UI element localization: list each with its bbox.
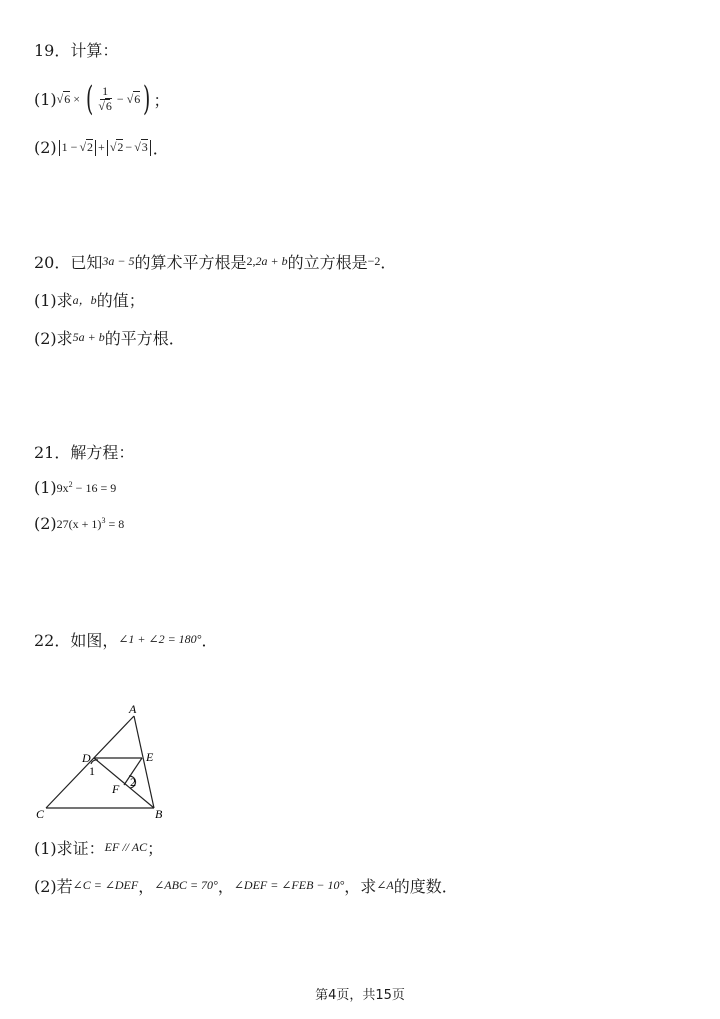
- point-B-label: B: [155, 807, 163, 821]
- q20-val2: −2: [367, 254, 381, 268]
- q20-expr1: 3a − 5: [102, 254, 135, 268]
- q22-p2-s2: ，: [217, 877, 234, 896]
- q19-p2-one: 1 −: [61, 140, 78, 154]
- q21-p1-expr-b: − 16 = 9: [72, 480, 117, 495]
- q21-p2-sup: 3: [101, 515, 106, 525]
- q19-p1-sqrt6: 6: [64, 91, 71, 106]
- q22-p2-c1: ∠C = ∠DEF: [72, 878, 139, 892]
- q21-p1-sup: 2: [68, 479, 73, 489]
- q19-p1-end: ；: [153, 90, 170, 110]
- point-A-label: A: [129, 702, 137, 716]
- q20-sep: ,: [252, 254, 256, 268]
- point-F-label: F: [112, 782, 120, 796]
- q22-part1: [34, 836, 163, 859]
- q19-part1: (1) √6 × ( $\frac{1}{√6}$ − √6 ) ；: [34, 79, 170, 119]
- q19-p2-sqrt2a: 2: [87, 140, 94, 154]
- q20-title-end: ．: [380, 253, 397, 272]
- q20-p1-end: 的值；: [96, 291, 145, 310]
- q22-title-end: ．: [201, 631, 218, 650]
- q19-title-text: 19．计算：: [34, 41, 119, 60]
- q20-expr2: 2a + b: [255, 254, 288, 268]
- q22-p2-c2: ∠ABC = 70°: [154, 878, 218, 892]
- q20-p1-label: (1)求: [34, 291, 73, 310]
- q21-title-text: 21．解方程：: [34, 443, 135, 462]
- q19-part2: (2) 1 − √2 + √2 − √3 ．: [34, 138, 169, 158]
- q20-title-b: 的算术平方根是: [134, 253, 247, 272]
- q22-p2-s1: ，: [138, 877, 155, 896]
- q19-p2-plus: +: [98, 140, 105, 154]
- q22-title-a: 22．如图，: [34, 631, 119, 650]
- q20-title-a: 20．已知: [34, 253, 103, 272]
- q22-p2-c4: ∠A: [376, 878, 394, 892]
- q20-val1: 2: [246, 254, 253, 268]
- q19-p1-fraction: $\frac{1}{√6}$: [98, 84, 112, 113]
- q20-p2-label: (2)求: [34, 329, 73, 348]
- q19-p2-minus: −: [125, 140, 133, 154]
- q20-p1-vars: a，b: [72, 293, 97, 307]
- q19-p2-end: ．: [152, 139, 169, 158]
- q19-p1-sqrt6b: 6: [134, 91, 141, 106]
- q20-p2-expr: 5a + b: [72, 330, 105, 344]
- q21-p1-expr-a: 9x: [56, 480, 69, 495]
- q22-p1-end: ；: [147, 839, 164, 858]
- page-footer: 第4页，共15页: [315, 988, 405, 1003]
- q19-p1-label: (1): [34, 89, 57, 109]
- q19-p1-minus: −: [116, 91, 124, 106]
- q21-p2-label: (2): [34, 514, 57, 533]
- q21-p2-expr-b: = 8: [105, 516, 125, 531]
- angle-2-label: 2: [130, 775, 136, 789]
- q22-p1-expr: EF // AC: [104, 840, 148, 854]
- q19-p2-sqrt2b: 2: [117, 140, 124, 154]
- point-C-label: C: [36, 807, 45, 821]
- q22-part2: [34, 874, 458, 897]
- q22-cond: ∠1 + ∠2 = 180°: [118, 632, 202, 646]
- q19-p1-frac-den: 6: [105, 98, 112, 113]
- q19-p2-sqrt3: 3: [141, 140, 148, 154]
- q19-p1-frac-num: 1: [102, 84, 109, 99]
- q22-p1-label: (1)求证：: [34, 839, 105, 858]
- point-D-label: D: [82, 751, 91, 765]
- q22-p2-label: (2)若: [34, 877, 73, 896]
- point-E-label: E: [146, 750, 154, 764]
- q19-p1-times: ×: [73, 91, 81, 106]
- q20-p2-end: 的平方根．: [104, 329, 185, 348]
- q20-title-c: 的立方根是: [287, 253, 368, 272]
- q21-p1-label: (1): [34, 478, 57, 497]
- q19-p2-label: (2): [34, 138, 57, 157]
- q22-p2-end: 的度数．: [393, 877, 458, 896]
- q22-p2-c3: ∠DEF = ∠FEB − 10°: [233, 878, 345, 892]
- q21-p2-expr-a: 27(x + 1): [56, 516, 102, 531]
- angle-1-label: 1: [89, 764, 95, 778]
- q22-p2-s3: ，求: [344, 877, 377, 896]
